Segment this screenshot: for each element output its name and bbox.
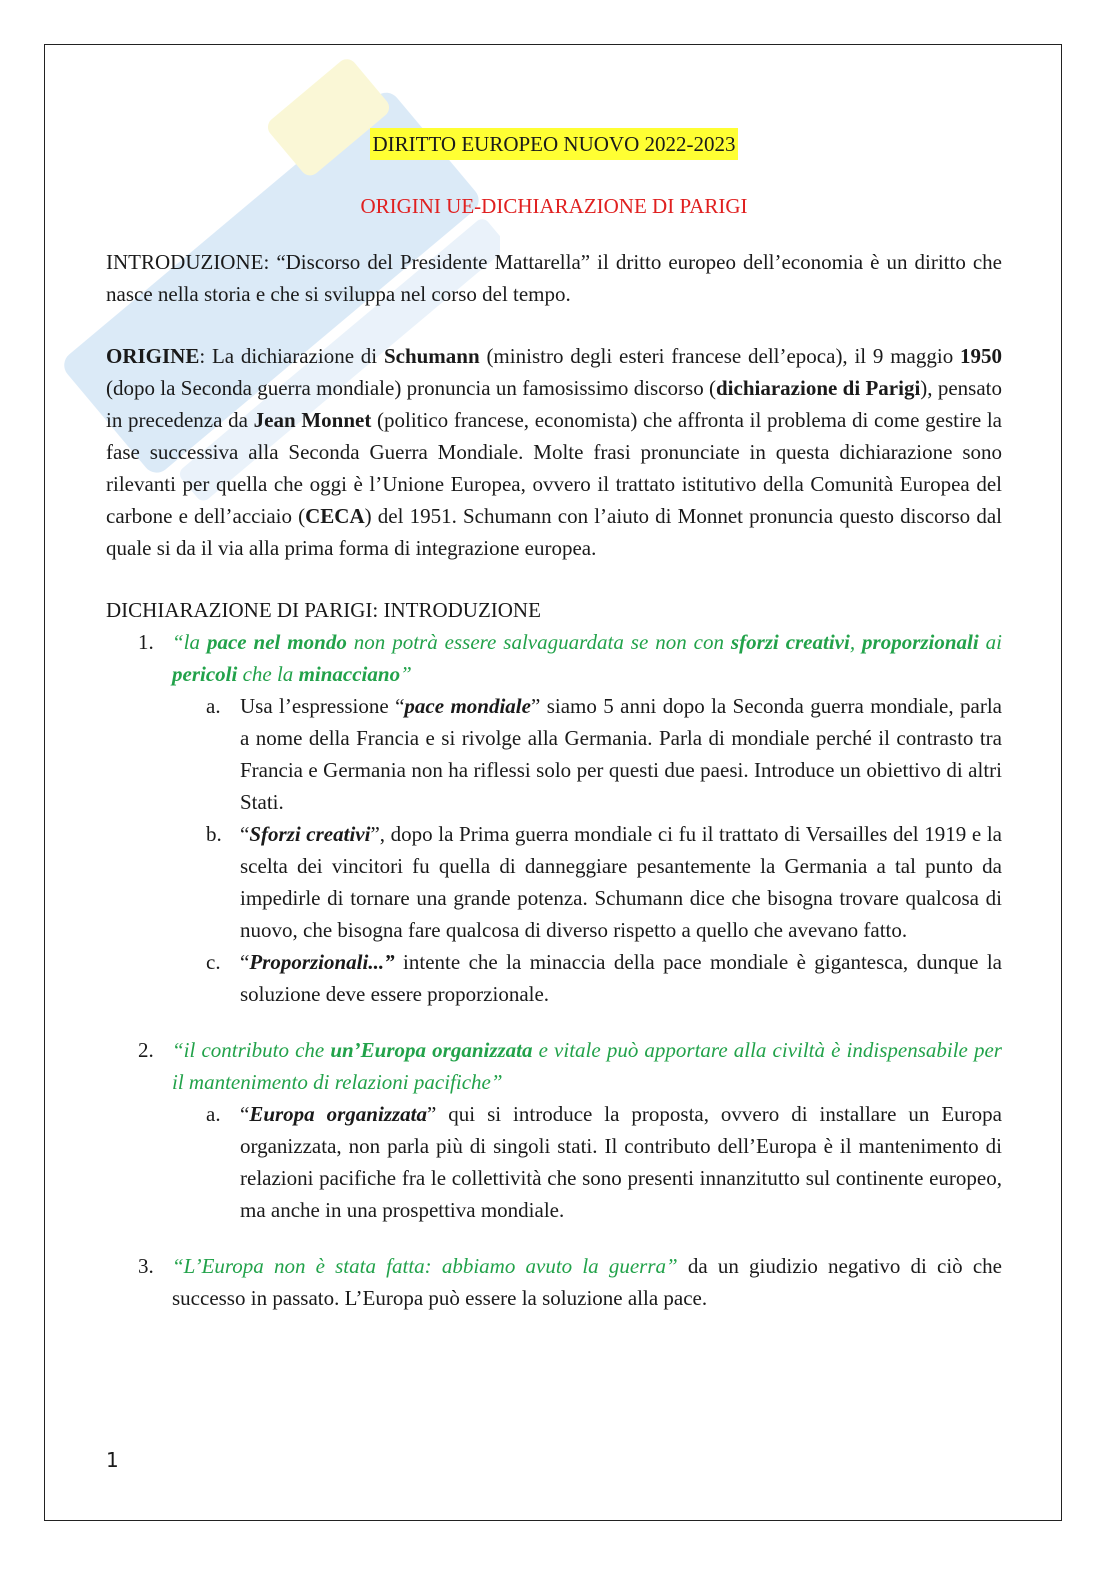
title-line xyxy=(106,128,1002,160)
sub-item-c xyxy=(172,946,1002,1010)
text-run: (ministro degli esteri francese dell’epoca), il 9 maggio xyxy=(479,344,960,368)
document-subtitle: ORIGINI UE-DICHIARAZIONE DI PARIGI xyxy=(360,194,748,218)
quote-text: non potrà essere salvaguardata se non con xyxy=(346,630,731,654)
list-item-1 xyxy=(106,626,1002,1010)
page-number: 1 xyxy=(106,1448,119,1472)
sub-list xyxy=(172,690,1002,1010)
text-run: ) del 1951. Schumann con l’aiuto di Monnet pronuncia questo discorso dal quale si da il via alla prima forma di integrazione europea. xyxy=(106,504,1002,560)
sub-list xyxy=(172,1098,1002,1226)
sub-item-text xyxy=(240,690,1002,818)
bold-italic-term: Proporzionali...” xyxy=(249,950,395,974)
quote-2 xyxy=(172,1034,1002,1098)
quote-text: “il contributo che xyxy=(172,1038,331,1062)
text-run: “ xyxy=(240,822,250,846)
quote-text: , xyxy=(849,630,863,654)
quote-text: ” xyxy=(400,662,412,686)
list-letter: c. xyxy=(206,950,221,974)
origine-paragraph xyxy=(106,340,1002,564)
quote-1 xyxy=(172,626,1002,690)
list-number: 1. xyxy=(138,630,154,654)
bold-italic-term: Sforzi creativi xyxy=(249,822,371,846)
quote-bold: pericoli xyxy=(172,662,238,686)
quote-bold: minacciano xyxy=(298,662,401,686)
quote-text: “L’Europa non è stata fatta: abbiamo avuto la guerra” xyxy=(172,1254,678,1278)
bold-italic-term: pace mondiale xyxy=(404,694,531,718)
text-run: Usa l’espressione “ xyxy=(240,694,405,718)
text-run: (politico francese, economista) che affronta il problema di come gestire la fase successiva alla Seconda Guerra Mondiale. Molte frasi pronunciate in questa dichiarazione sono rilevanti per quella che oggi è l’Unione Europea, ovvero il trattato istitutivo della Comunità Europea del carbone e dell’acciaio ( xyxy=(106,408,1002,528)
bold-italic-term: Europa organizzata xyxy=(249,1102,428,1126)
bold-term: dichiarazione di Parigi xyxy=(716,376,921,400)
sub-item-a xyxy=(172,1098,1002,1226)
list-letter: b. xyxy=(206,822,222,846)
text-run: “ xyxy=(240,950,250,974)
bold-term: Jean Monnet xyxy=(253,408,372,432)
text-run: intente che la minaccia della pace mondiale è gigantesca, dunque la soluzione deve essere proporzionale. xyxy=(240,950,1002,1006)
quote-3 xyxy=(172,1250,1002,1314)
list-letter: a. xyxy=(206,1102,221,1126)
sub-item-a xyxy=(172,690,1002,818)
list-number: 2. xyxy=(138,1038,154,1062)
origine-label: ORIGINE xyxy=(106,344,200,368)
text-run: (dopo la Seconda guerra mondiale) pronuncia un famosissimo discorso ( xyxy=(106,376,716,400)
quote-bold: sforzi creativi xyxy=(730,630,850,654)
text-run: ” siamo 5 anni dopo la Seconda guerra mondiale, parla a nome della Francia e si rivolge alla Germania. Parla di mondiale perché il contrasto tra Francia e Germania non ha riflessi solo per questi due paesi. Introduce un obiettivo di altri Stati. xyxy=(240,694,1002,814)
numbered-list xyxy=(106,626,1002,1314)
bold-term: Schumann xyxy=(383,344,480,368)
text-run: ” qui si introduce la proposta, ovvero di installare un Europa organizzata, non parla più di singoli stati. Il contributo dell’Europa è il mantenimento di relazioni pacifiche fra le collettività che sono presenti innanzitutto sul continente europeo, ma anche in una prospettiva mondiale. xyxy=(240,1102,1002,1222)
quote-text: ai xyxy=(978,630,1002,654)
list-number: 3. xyxy=(138,1254,154,1278)
text-run: ), pensato in precedenza da xyxy=(106,376,1002,432)
list-item-2 xyxy=(106,1034,1002,1226)
sub-item-text xyxy=(240,1098,1002,1226)
quote-text: che la xyxy=(237,662,299,686)
sub-item-text xyxy=(240,818,1002,946)
bold-term: 1950 xyxy=(960,344,1002,368)
text-run: ”, dopo la Prima guerra mondiale ci fu il trattato di Versailles del 1919 e la scelta dei vincitori fu quella di danneggiare pesantemente la Germania a tal punto da impedirle di tornare una grande potenza. Schumann dice che bisogna trovare qualcosa di nuovo, che bisogna fare qualcosa di diverso rispetto a quello che avevano fatto. xyxy=(240,822,1002,942)
bold-term: CECA xyxy=(305,504,365,528)
section-heading: DICHIARAZIONE DI PARIGI: INTRODUZIONE xyxy=(106,598,541,622)
list-item-3 xyxy=(106,1250,1002,1314)
quote-text: e vitale può apportare alla civiltà è indispensabile per il mantenimento di relazioni pacifiche” xyxy=(172,1038,1002,1094)
quote-text: “la xyxy=(172,630,207,654)
quote-bold: un’Europa organizzata xyxy=(330,1038,533,1062)
sub-item-text xyxy=(240,946,1002,1010)
text-run: “ xyxy=(240,1102,250,1126)
document-body xyxy=(106,128,1002,1314)
document-title: DIRITTO EUROPEO NUOVO 2022-2023 xyxy=(370,128,737,160)
quote-bold: pace nel mondo xyxy=(206,630,347,654)
intro-paragraph: INTRODUZIONE: “Discorso del Presidente Mattarella” il dritto europeo dell’economia è un diritto che nasce nella storia e che si sviluppa nel corso del tempo. xyxy=(106,250,1002,306)
sub-item-b xyxy=(172,818,1002,946)
text-run: da un giudizio negativo di ciò che successo in passato. L’Europa può essere la soluzione alla pace. xyxy=(172,1254,1002,1310)
list-letter: a. xyxy=(206,694,221,718)
quote-bold: proporzionali xyxy=(862,630,979,654)
text-run: : La dichiarazione di xyxy=(199,344,384,368)
